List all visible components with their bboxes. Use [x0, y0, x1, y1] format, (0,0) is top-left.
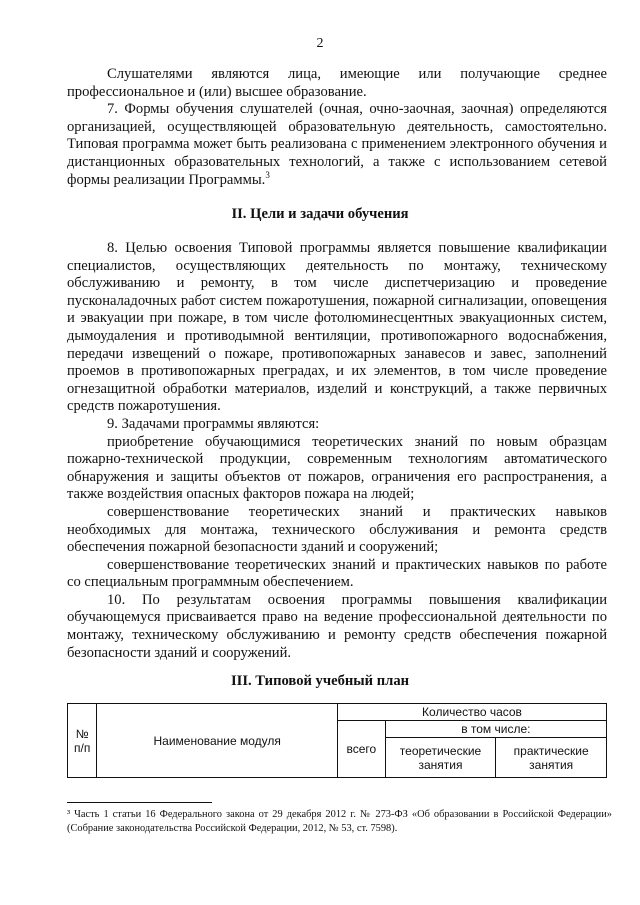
- header-including: в том числе:: [385, 721, 606, 738]
- section2: [67, 240, 607, 662]
- paragraph-8: 8. Целью освоения Типовой программы является повышение квалификации специалистов, осуществляющих деятельность по монтажу, техническому обслуживанию и ремонту, в том числе диспетчеризацию и проведение пусконаладочных работ систем пожаротушения, пожарной сигнализации, оповещения и эвакуации при пожаре, в том числе фотолюминесцентных эвакуационных систем, дымоудаления и противодымной вентиляции, противопожарного водоснабжения, передачи извещений о пожаре, противопожарных занавесов и завес, заполнений проемов в противопожарных преградах, и их элементов, в том числе проведение огнезащитной обработки материалов, изделий и конструкций, а также первичных средств пожаротушения.: [67, 240, 607, 415]
- header-num: № п/п: [68, 704, 97, 778]
- paragraph-9: 9. Задачами программы являются:: [107, 415, 320, 432]
- section1: [67, 66, 607, 189]
- curriculum-table: [67, 703, 607, 778]
- task-2: совершенствование теоретических знаний и практических навыков необходимых для монтажа, технического обслуживания и ремонта средств обеспечения пожарной безопасности зданий и сооружений;: [67, 503, 607, 556]
- section-2-title: II. Цели и задачи обучения: [231, 206, 409, 222]
- section-3-title: III. Типовой учебный план: [230, 673, 410, 689]
- footnote: ³ Часть 1 статьи 16 Федерального закона от 29 декабря 2012 г. № 273-ФЗ «Об образовании в Российской Федерации» (Собрание законодательства Российской Федерации, 2012, № 53, ст. 7598).: [67, 809, 612, 834]
- paragraph-7: 7. Формы обучения слушателей (очная, очно-заочная, заочная) определяются организацией, осуществляющей образовательную деятельность, самостоятельно. Типовая программа может быть реализована с применением электронного обучения и дистанционных образовательных технологий, а также с использованием сетевой формы реализации Программы.$^3$: [67, 101, 607, 188]
- task-1: приобретение обучающимися теоретических знаний по новым образцам пожарно-технической продукции, современным технологиям автоматического обнаружения и защиты объектов от пожаров, ограничения его распространения, а также воздействия опасных факторов пожара на людей;: [67, 433, 607, 503]
- header-hours: Количество часов: [337, 704, 606, 721]
- header-theory: теоретические занятия: [385, 738, 496, 778]
- footnote-ref: 3: [265, 169, 270, 180]
- page-number: 2: [316, 36, 324, 51]
- header-total: всего: [337, 721, 385, 778]
- header-practice: практические занятия: [496, 738, 607, 778]
- paragraph-6: Слушателями являются лица, имеющие или получающие среднее профессиональное и (или) высшее образование.: [67, 66, 607, 100]
- footnote-divider: [67, 802, 212, 803]
- header-module: Наименование модуля: [97, 704, 338, 778]
- task-3: совершенствование теоретических знаний и практических навыков по работе со специальным программным обеспечением.: [67, 556, 607, 591]
- paragraph-10: 10. По результатам освоения программы повышения квалификации обучающемуся присваивается право на ведение профессиональной деятельности по монтажу, техническому обслуживанию и ремонту средств обеспечения пожарной безопасности зданий и сооружений.: [67, 591, 607, 661]
